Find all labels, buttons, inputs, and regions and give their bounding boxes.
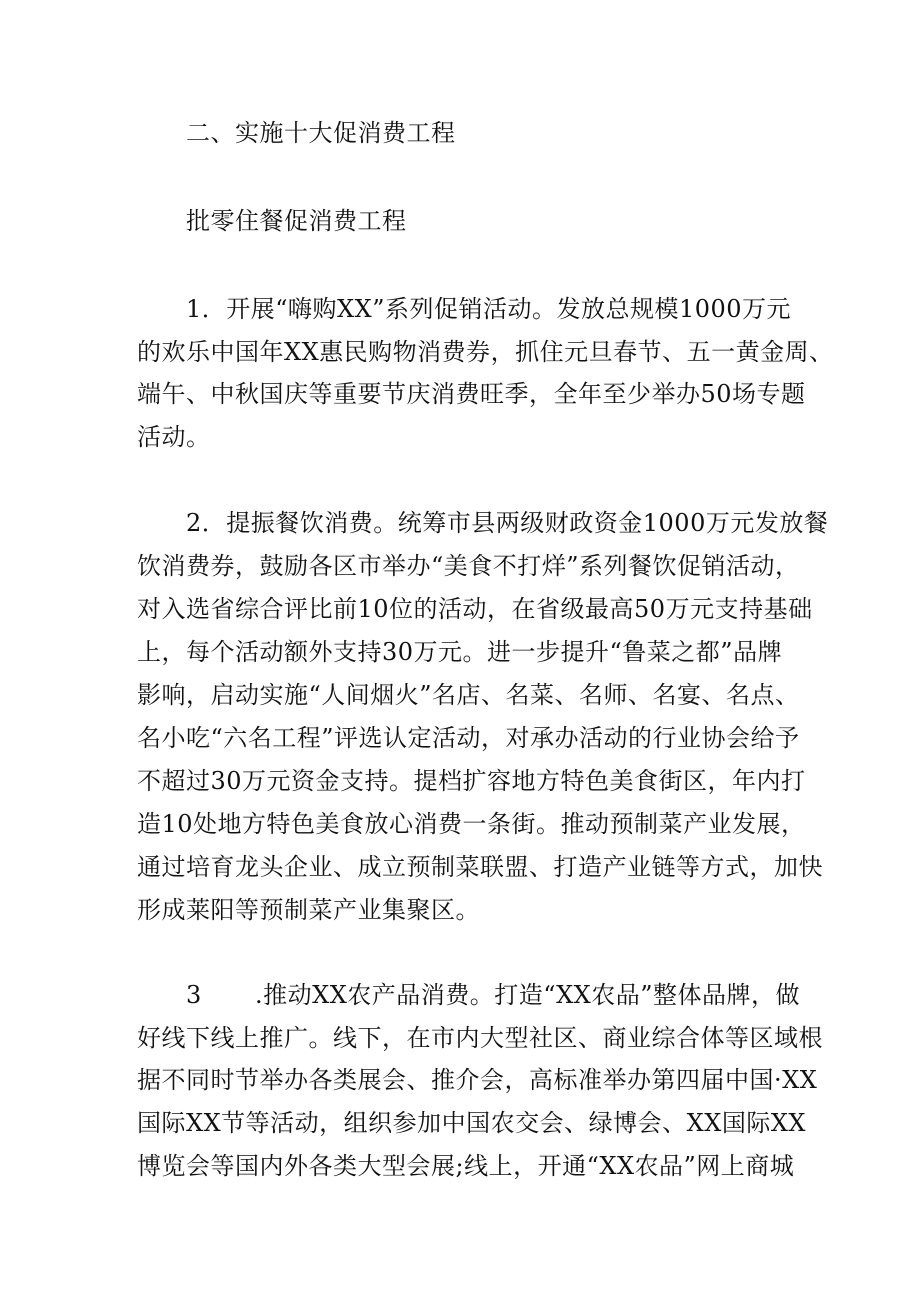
paragraph-line: 形成莱阳等预制菜产业集聚区。 bbox=[137, 896, 480, 924]
paragraph-line: 对入选省综合评比前10位的活动，在省级最高50万元支持基础 bbox=[137, 595, 813, 623]
paragraph-line: 的欢乐中国年XX惠民购物消费券，抓住元旦春节、五一黄金周、 bbox=[137, 338, 834, 366]
paragraph-line: 2．提振餐饮消费。统筹市县两级财政资金1000万元发放餐 bbox=[186, 509, 829, 537]
paragraph-line: .推动XX农产品消费。打造“XX农品”整体品牌，做 bbox=[255, 981, 801, 1009]
paragraph-line: 造10处地方特色美食放心消费一条街。推动预制菜产业发展， bbox=[137, 810, 806, 838]
paragraph-line: 国际XX节等活动，组织参加中国农交会、绿博会、XX国际XX bbox=[137, 1109, 807, 1137]
paragraph-line: 通过培育龙头企业、成立预制菜联盟、打造产业链等方式，加快 bbox=[137, 853, 823, 881]
paragraph-line: 不超过30万元资金支持。提档扩容地方特色美食街区，年内打 bbox=[137, 767, 806, 795]
paragraph-line: 好线下线上推广。线下，在市内大型社区、商业综合体等区域根 bbox=[137, 1024, 823, 1052]
paragraph-line: 1．开展“嗨购XX”系列促销活动。发放总规模1000万元 bbox=[186, 295, 792, 323]
paragraph-line: 影响，启动实施“人间烟火”名店、名菜、名师、名宴、名点、 bbox=[137, 681, 800, 709]
paragraph-line: 端午、中秋国庆等重要节庆消费旺季，全年至少举办50场专题 bbox=[137, 380, 806, 408]
paragraph-line: 博览会等国内外各类大型会展;线上，开通“XX农品”网上商城 bbox=[137, 1152, 795, 1180]
subsection-heading: 批零住餐促消费工程 bbox=[186, 207, 407, 235]
paragraph-line: 活动。 bbox=[137, 423, 211, 451]
paragraph-line: 名小吃“六名工程”评选认定活动，对承办活动的行业协会给予 bbox=[137, 724, 800, 752]
paragraph-line: 上，每个活动额外支持30万元。进一步提升“鲁菜之都”品牌 bbox=[137, 638, 783, 666]
paragraph-line: 饮消费券，鼓励各区市举办“美食不打烊”系列餐饮促销活动， bbox=[137, 552, 800, 580]
paragraph-line: 据不同时节举办各类展会、推介会，高标准举办第四届中国·XX bbox=[137, 1066, 818, 1094]
paragraph-number: 3 bbox=[186, 981, 202, 1009]
section-heading: 二、实施十大促消费工程 bbox=[186, 119, 456, 147]
